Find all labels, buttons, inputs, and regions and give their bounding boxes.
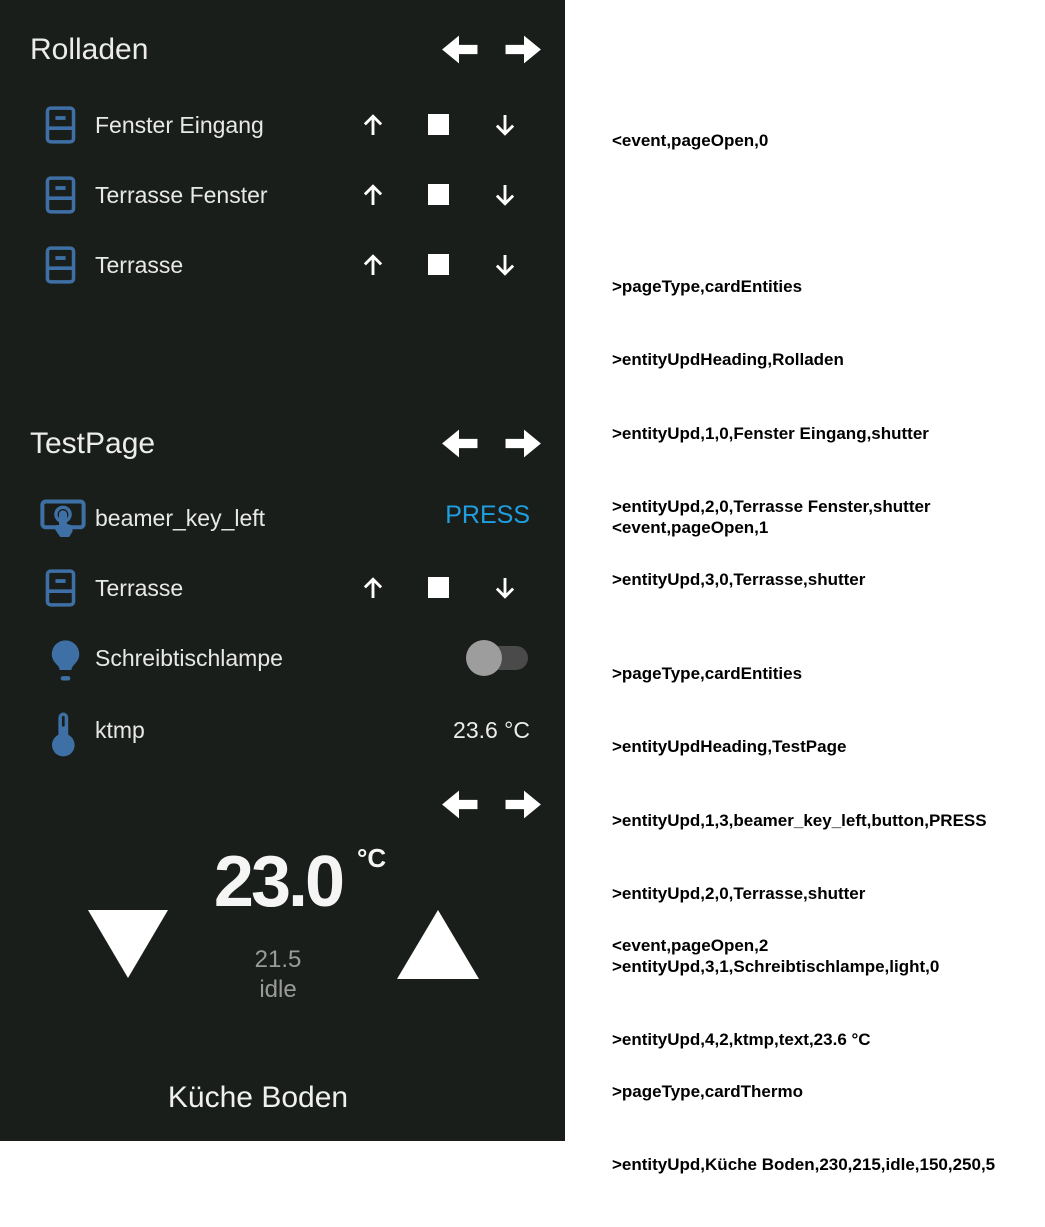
arrow-right-bold-icon — [504, 31, 544, 68]
press-button[interactable]: PRESS — [445, 501, 530, 529]
shutter-down-button[interactable] — [490, 573, 520, 603]
console-event-line: <event,pageOpen,0 — [612, 130, 769, 150]
console-line: >entityUpd,4,2,ktmp,text,23.6 °C — [612, 1030, 871, 1050]
page-prev-button[interactable] — [439, 31, 479, 68]
arrow-down-icon — [490, 250, 520, 280]
arrow-left-bold-icon — [439, 786, 479, 823]
temperature-value: 23.6 °C — [453, 717, 530, 743]
entity-name: Terrasse — [95, 252, 184, 278]
arrow-up-icon — [358, 573, 388, 603]
page-next-button[interactable] — [504, 786, 544, 823]
arrow-down-icon — [490, 180, 520, 210]
console-line: >entityUpd,1,0,Fenster Eingang,shutter — [612, 423, 929, 443]
shutter-up-button[interactable] — [358, 573, 388, 603]
console-spacer — [612, 1007, 995, 1031]
thermostat-status: idle — [259, 976, 297, 1003]
shutter-up-button[interactable] — [358, 180, 388, 210]
thermometer-icon — [50, 711, 76, 762]
light-toggle-knob[interactable] — [466, 640, 502, 676]
console-spacer — [612, 589, 987, 613]
temp-increase-button[interactable] — [397, 910, 479, 979]
console-line: >entityUpd,2,0,Terrasse Fenster,shutter — [612, 496, 931, 516]
window-shutter-icon — [45, 176, 76, 219]
page-title: TestPage — [30, 427, 156, 460]
arrow-up-icon — [358, 250, 388, 280]
page-next-button[interactable] — [504, 31, 544, 68]
console-line: >entityUpd,2,0,Terrasse,shutter — [612, 883, 866, 903]
entity-name: ktmp — [95, 717, 145, 743]
page-title: Rolladen — [30, 33, 149, 66]
console-line: >entityUpd,1,3,beamer_key_left,button,PRESS — [612, 810, 987, 830]
entity-name: Terrasse — [95, 575, 184, 601]
gesture-tap-button-icon — [39, 499, 87, 544]
shutter-up-button[interactable] — [358, 110, 388, 140]
shutter-stop-button[interactable] — [428, 184, 449, 205]
shutter-stop-button[interactable] — [428, 114, 449, 135]
console-line: >entityUpd,3,0,Terrasse,shutter — [612, 570, 866, 590]
console-line: >entityUpdHeading,TestPage — [612, 737, 847, 757]
console-spacer — [612, 202, 931, 226]
shutter-down-button[interactable] — [490, 110, 520, 140]
window-shutter-icon — [45, 569, 76, 612]
console-line: >pageType,cardEntities — [612, 277, 803, 297]
entity-name: Fenster Eingang — [95, 112, 264, 138]
arrow-left-bold-icon — [439, 425, 479, 462]
page-next-button[interactable] — [504, 425, 544, 462]
arrow-down-icon — [490, 110, 520, 140]
arrow-left-bold-icon — [439, 31, 479, 68]
shutter-down-button[interactable] — [490, 180, 520, 210]
page-prev-button[interactable] — [439, 786, 479, 823]
shutter-stop-button[interactable] — [428, 577, 449, 598]
console-line: >entityUpdHeading,Rolladen — [612, 350, 844, 370]
entity-name: beamer_key_left — [95, 505, 266, 531]
console-line: >pageType,cardEntities — [612, 664, 803, 684]
temperature-unit: °C — [357, 843, 387, 873]
shutter-down-button[interactable] — [490, 250, 520, 280]
arrow-right-bold-icon — [504, 786, 544, 823]
arrow-up-icon — [358, 110, 388, 140]
console-event-line: <event,pageOpen,2 — [612, 935, 769, 955]
page-prev-button[interactable] — [439, 425, 479, 462]
console-block-page2 — [612, 885, 995, 1227]
console-line: >entityUpd,Küche Boden,230,215,idle,150,250,5 — [612, 1155, 996, 1175]
console-line: >pageType,cardThermo — [612, 1082, 803, 1102]
shutter-up-button[interactable] — [358, 250, 388, 280]
thermostat-name: Küche Boden — [167, 1081, 349, 1114]
console-line: >entityUpd,3,1,Schreibtischlampe,light,0 — [612, 957, 940, 977]
current-temperature: 23.0 — [213, 842, 343, 922]
entity-name: Schreibtischlampe — [95, 645, 283, 671]
entity-name: Terrasse Fenster — [95, 182, 268, 208]
shutter-stop-button[interactable] — [428, 254, 449, 275]
target-temperature: 21.5 — [254, 946, 302, 973]
lightbulb-icon — [49, 639, 82, 688]
console-event-line: <event,pageOpen,1 — [612, 517, 769, 537]
arrow-down-icon — [490, 573, 520, 603]
arrow-right-bold-icon — [504, 425, 544, 462]
window-shutter-icon — [45, 106, 76, 149]
arrow-up-icon — [358, 180, 388, 210]
window-shutter-icon — [45, 246, 76, 289]
